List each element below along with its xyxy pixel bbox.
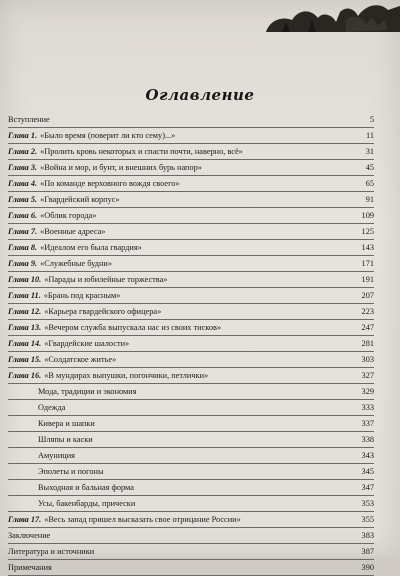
toc-entry: [8, 192, 374, 208]
toc-subentry: [8, 480, 374, 496]
entry-title: Заключение: [8, 531, 51, 540]
entry-title: Усы, бакенбарды, прически: [38, 499, 136, 508]
entry-title: «Весь запад пришел высказать свое отрицание России»: [44, 515, 241, 524]
toc-entry: [8, 288, 374, 304]
toc-title: Оглавление: [145, 86, 255, 104]
page-number: 31: [365, 147, 374, 156]
page-number: 343: [361, 451, 374, 460]
page-number: 383: [361, 531, 374, 540]
entry-title: «По команде верховного вождя своего»: [40, 179, 180, 188]
chapter-number: Глава 3.: [8, 163, 38, 172]
chapter-number: Глава 14.: [8, 339, 42, 348]
page-number: 303: [361, 355, 374, 364]
toc-entry: [8, 320, 374, 336]
chapter-number: Глава 6.: [8, 211, 38, 220]
entry-title: Выходная и бальная форма: [38, 483, 134, 492]
chapter-number: Глава 11.: [8, 291, 41, 300]
page-number: 91: [365, 195, 374, 204]
page-number: 345: [361, 467, 374, 476]
entry-title: Шляпы и каски: [38, 435, 93, 444]
page-number: 191: [361, 275, 374, 284]
toc-entry: [8, 144, 374, 160]
entry-title: «Солдатское житье»: [44, 355, 117, 364]
chapter-number: Глава 7.: [8, 227, 38, 236]
entry-title: «Война и мор, и бунт, и внешних бурь напор»: [40, 163, 202, 172]
entry-title: «Пролить кровь некоторых и спасти почти, наверно, всё»: [40, 147, 243, 156]
entry-title: «Брань под красным»: [43, 291, 121, 300]
chapter-number: Глава 13.: [8, 323, 42, 332]
entry-title: «Было время (поверит ли кто сему)...»: [40, 131, 176, 140]
page-number: 329: [361, 387, 374, 396]
page-number: 281: [361, 339, 374, 348]
page-number: 11: [366, 131, 374, 140]
entry-title: Кивера и шапки: [38, 419, 95, 428]
toc-subentry: [8, 448, 374, 464]
page-number: 207: [361, 291, 374, 300]
toc-subentry: [8, 384, 374, 400]
page-number: 338: [361, 435, 374, 444]
page-number: 45: [365, 163, 374, 172]
chapter-number: Глава 5.: [8, 195, 38, 204]
toc-list: [8, 112, 374, 576]
entry-title: Амуниция: [38, 451, 75, 460]
page-number: 247: [361, 323, 374, 332]
entry-title: Эполеты и погоны: [38, 467, 104, 476]
toc-entry: [8, 336, 374, 352]
chapter-number: Глава 12.: [8, 307, 42, 316]
page-number: 327: [361, 371, 374, 380]
entry-title: «Гвардейский корпус»: [40, 195, 120, 204]
page-number: 171: [361, 259, 374, 268]
chapter-number: Глава 8.: [8, 243, 38, 252]
entry-title: «Гвардейские шалости»: [44, 339, 130, 348]
toc-entry: [8, 240, 374, 256]
chapter-number: Глава 2.: [8, 147, 38, 156]
entry-title: Одежда: [38, 403, 66, 412]
entry-title: «Военные адреса»: [40, 227, 106, 236]
chapter-number: Глава 9.: [8, 259, 38, 268]
page-number: 223: [361, 307, 374, 316]
toc-entry: [8, 544, 374, 560]
chapter-number: Глава 4.: [8, 179, 38, 188]
toc-subentry: [8, 432, 374, 448]
page-number: 143: [361, 243, 374, 252]
toc-entry: [8, 512, 374, 528]
chapter-number: Глава 10.: [8, 275, 42, 284]
toc-subentry: [8, 496, 374, 512]
entry-title: «Парады и юбилейные торжества»: [44, 275, 168, 284]
toc-entry: [8, 128, 374, 144]
chapter-number: Глава 15.: [8, 355, 42, 364]
page-number: 109: [361, 211, 374, 220]
page-number: 333: [361, 403, 374, 412]
toc-entry: [8, 112, 374, 128]
page-number: 5: [369, 115, 374, 124]
page-number: 353: [361, 499, 374, 508]
entry-title: «Идеалом его была гвардия»: [40, 243, 142, 252]
page-number: 355: [361, 515, 374, 524]
entry-title: «Служебные будни»: [40, 259, 113, 268]
toc-entry: [8, 208, 374, 224]
page-number: 65: [365, 179, 374, 188]
entry-title: «Карьера гвардейского офицера»: [44, 307, 162, 316]
entry-title: Примечания: [8, 563, 52, 572]
chapter-number: Глава 17.: [8, 515, 42, 524]
entry-title: Литература и источники: [8, 547, 95, 556]
toc-entry: [8, 160, 374, 176]
entry-title: «Вечером служба выпускала нас из своих тисков»: [44, 323, 222, 332]
toc-entry: [8, 560, 374, 576]
toc-subentry: [8, 400, 374, 416]
toc-entry: [8, 272, 374, 288]
entry-title: «В мундирах выпушки, погончики, петлички»: [44, 371, 209, 380]
entry-title: Вступление: [8, 115, 50, 124]
entry-title: Мода, традиции и экономия: [38, 387, 137, 396]
toc-entry: [8, 176, 374, 192]
toc-entry: [8, 256, 374, 272]
page-number: 337: [361, 419, 374, 428]
page-number: 125: [361, 227, 374, 236]
page-number: 347: [361, 483, 374, 492]
toc-subentry: [8, 416, 374, 432]
toc-entry: [8, 224, 374, 240]
toc-entry: [8, 528, 374, 544]
page-number: 387: [361, 547, 374, 556]
engraving-illustration: [262, 0, 400, 32]
toc-subentry: [8, 464, 374, 480]
toc-entry: [8, 368, 374, 384]
chapter-number: Глава 1.: [8, 131, 38, 140]
chapter-number: Глава 16.: [8, 371, 42, 380]
toc-entry: [8, 304, 374, 320]
toc-entry: [8, 352, 374, 368]
page-number: 390: [361, 563, 374, 572]
entry-title: «Облик города»: [40, 211, 97, 220]
